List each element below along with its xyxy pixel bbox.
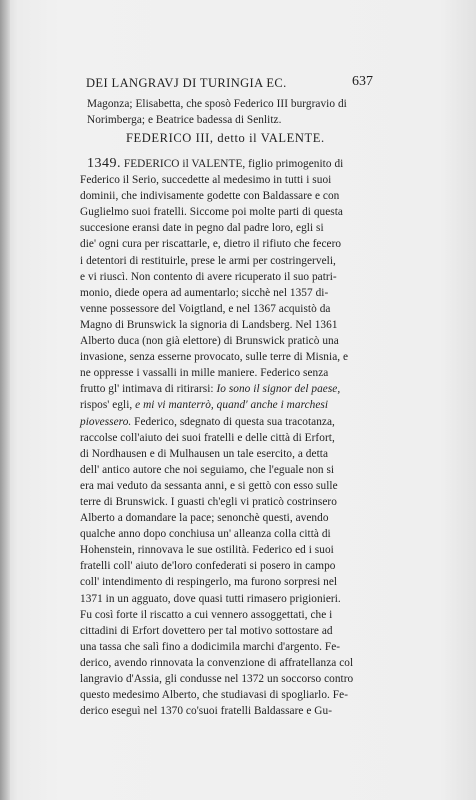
text-line: Alberto duca (non già elettore) di Brunswick praticò una xyxy=(80,335,339,348)
text-line: terre di Brunswick. I guasti ch'egli vi praticò costrinsero xyxy=(80,495,337,508)
text-line: langravio d'Assia, gli condusse nel 1372 un soccorso contro xyxy=(80,673,354,685)
text-line: Magonza; Elisabetta, che sposò Federico III burgravio di xyxy=(87,98,347,110)
text-line: venne possessore del Voigtland, e nel 1367 acquistò da xyxy=(80,302,331,315)
text-line: Alberto a domandare la pace; senonchè questi, avendo xyxy=(80,512,329,525)
text-line: Norimberga; e Beatrice badessa di Senlitz. xyxy=(87,114,282,127)
text-line: fratelli coll' aiuto de'loro confederati si posero in campo xyxy=(80,560,336,573)
text-line xyxy=(80,381,402,397)
text-line: monio, diede opera ad aumentarlo; sicchè nel 1357 di- xyxy=(80,286,329,299)
text-line: ne oppresse i vassalli in mille maniere. Federico senza xyxy=(80,367,329,380)
text-line: Hohenstein, rinnovava le sue ostilità. Federico ed i suoi xyxy=(80,544,334,557)
text-line: dominii, che indivisamente godette con Baldassare e con xyxy=(80,190,340,203)
text-line: derico, avendo rinnovata la convenzione di affratellanza col xyxy=(80,656,354,669)
text-line: qualche anno dopo conchiusa un' alleanza colla città di xyxy=(80,528,331,541)
text-line: Magno di Brunswick la signoria di Landsberg. Nel 1361 xyxy=(80,318,338,331)
text-line: invasione, senza esserne provocato, sulle terre di Misnia, e xyxy=(80,351,349,364)
text-line: questo medesimo Alberto, che studiavasi di spogliarlo. Fe- xyxy=(80,689,349,702)
text-line: Fu così forte il riscatto a cui vennero assoggettati, che i xyxy=(80,608,333,621)
running-header: DEI LANGRAVJ DI TURINGIA EC. xyxy=(86,76,287,90)
text-line: i detentori di restituirle, prese le armi per costringerveli, xyxy=(80,254,336,267)
text-line: raccolse coll'aiuto dei suoi fratelli e delle città di Erfort, xyxy=(80,431,335,444)
text-line: dell' antico autore che noi seguiamo, che l'eguale non si xyxy=(80,463,335,476)
text-line xyxy=(80,414,402,430)
text-line: derico eseguì nel 1370 co'suoi fratelli Baldassare e Gu- xyxy=(80,705,333,718)
text-line: Guglielmo suoi fratelli. Siccome poi molte parti di questa xyxy=(80,206,343,219)
text-line: una tassa che salì fino a dodicimila marchi d'argento. Fe- xyxy=(80,640,341,653)
section-title: FEDERICO III, detto il VALENTE. xyxy=(126,131,325,145)
text-line: di Nordhausen e di Mulhausen un tale esercito, a detta xyxy=(80,447,329,460)
text-line: coll' intendimento di respingerlo, ma furono sorpresi nel xyxy=(80,576,338,589)
text-line: e vi riuscì. Non contento di avere ricuperato il suo patri- xyxy=(80,270,337,283)
italic-quote: Io sono il signor del paese, xyxy=(216,383,341,396)
text-line: cittadini di Erfort dovettero per tal motivo sottostare ad xyxy=(80,624,333,637)
year-label: 1349. xyxy=(87,156,121,171)
body-paragraph xyxy=(80,156,402,719)
page-binding-shadow xyxy=(0,0,10,800)
line-text: Federico, sdegnato di questa sua tracotanza, xyxy=(131,415,335,428)
text-line: era mai veduto da sessanta anni, e si gettò con esso sulle xyxy=(80,479,338,492)
line-text: FEDERICO il VALENTE, figlio primogenito di xyxy=(121,158,344,170)
line-text: frutto gl' intimava di ritirarsi: xyxy=(80,383,217,396)
text-line: die' ogni cura per riscattarle, e, dietro il rifiuto che fecero xyxy=(80,238,342,251)
text-line: Federico il Serio, succedette al medesimo in tutti i suoi xyxy=(80,174,332,187)
text-line: 1371 in un agguato, dove quasi tutti rimasero prigionieri. xyxy=(80,592,341,605)
page-number: 637 xyxy=(352,74,373,89)
line-text: rispos' egli, xyxy=(80,399,136,412)
italic-quote: piovessero. xyxy=(80,415,132,428)
text-line: succesione eransi date in pegno dal padre loro, egli si xyxy=(80,222,324,235)
intro-text xyxy=(80,96,402,128)
text-line xyxy=(80,156,402,172)
text-line xyxy=(80,397,402,413)
italic-quote: e mi vi manterrò, quand' anche i marchesi xyxy=(135,399,329,412)
